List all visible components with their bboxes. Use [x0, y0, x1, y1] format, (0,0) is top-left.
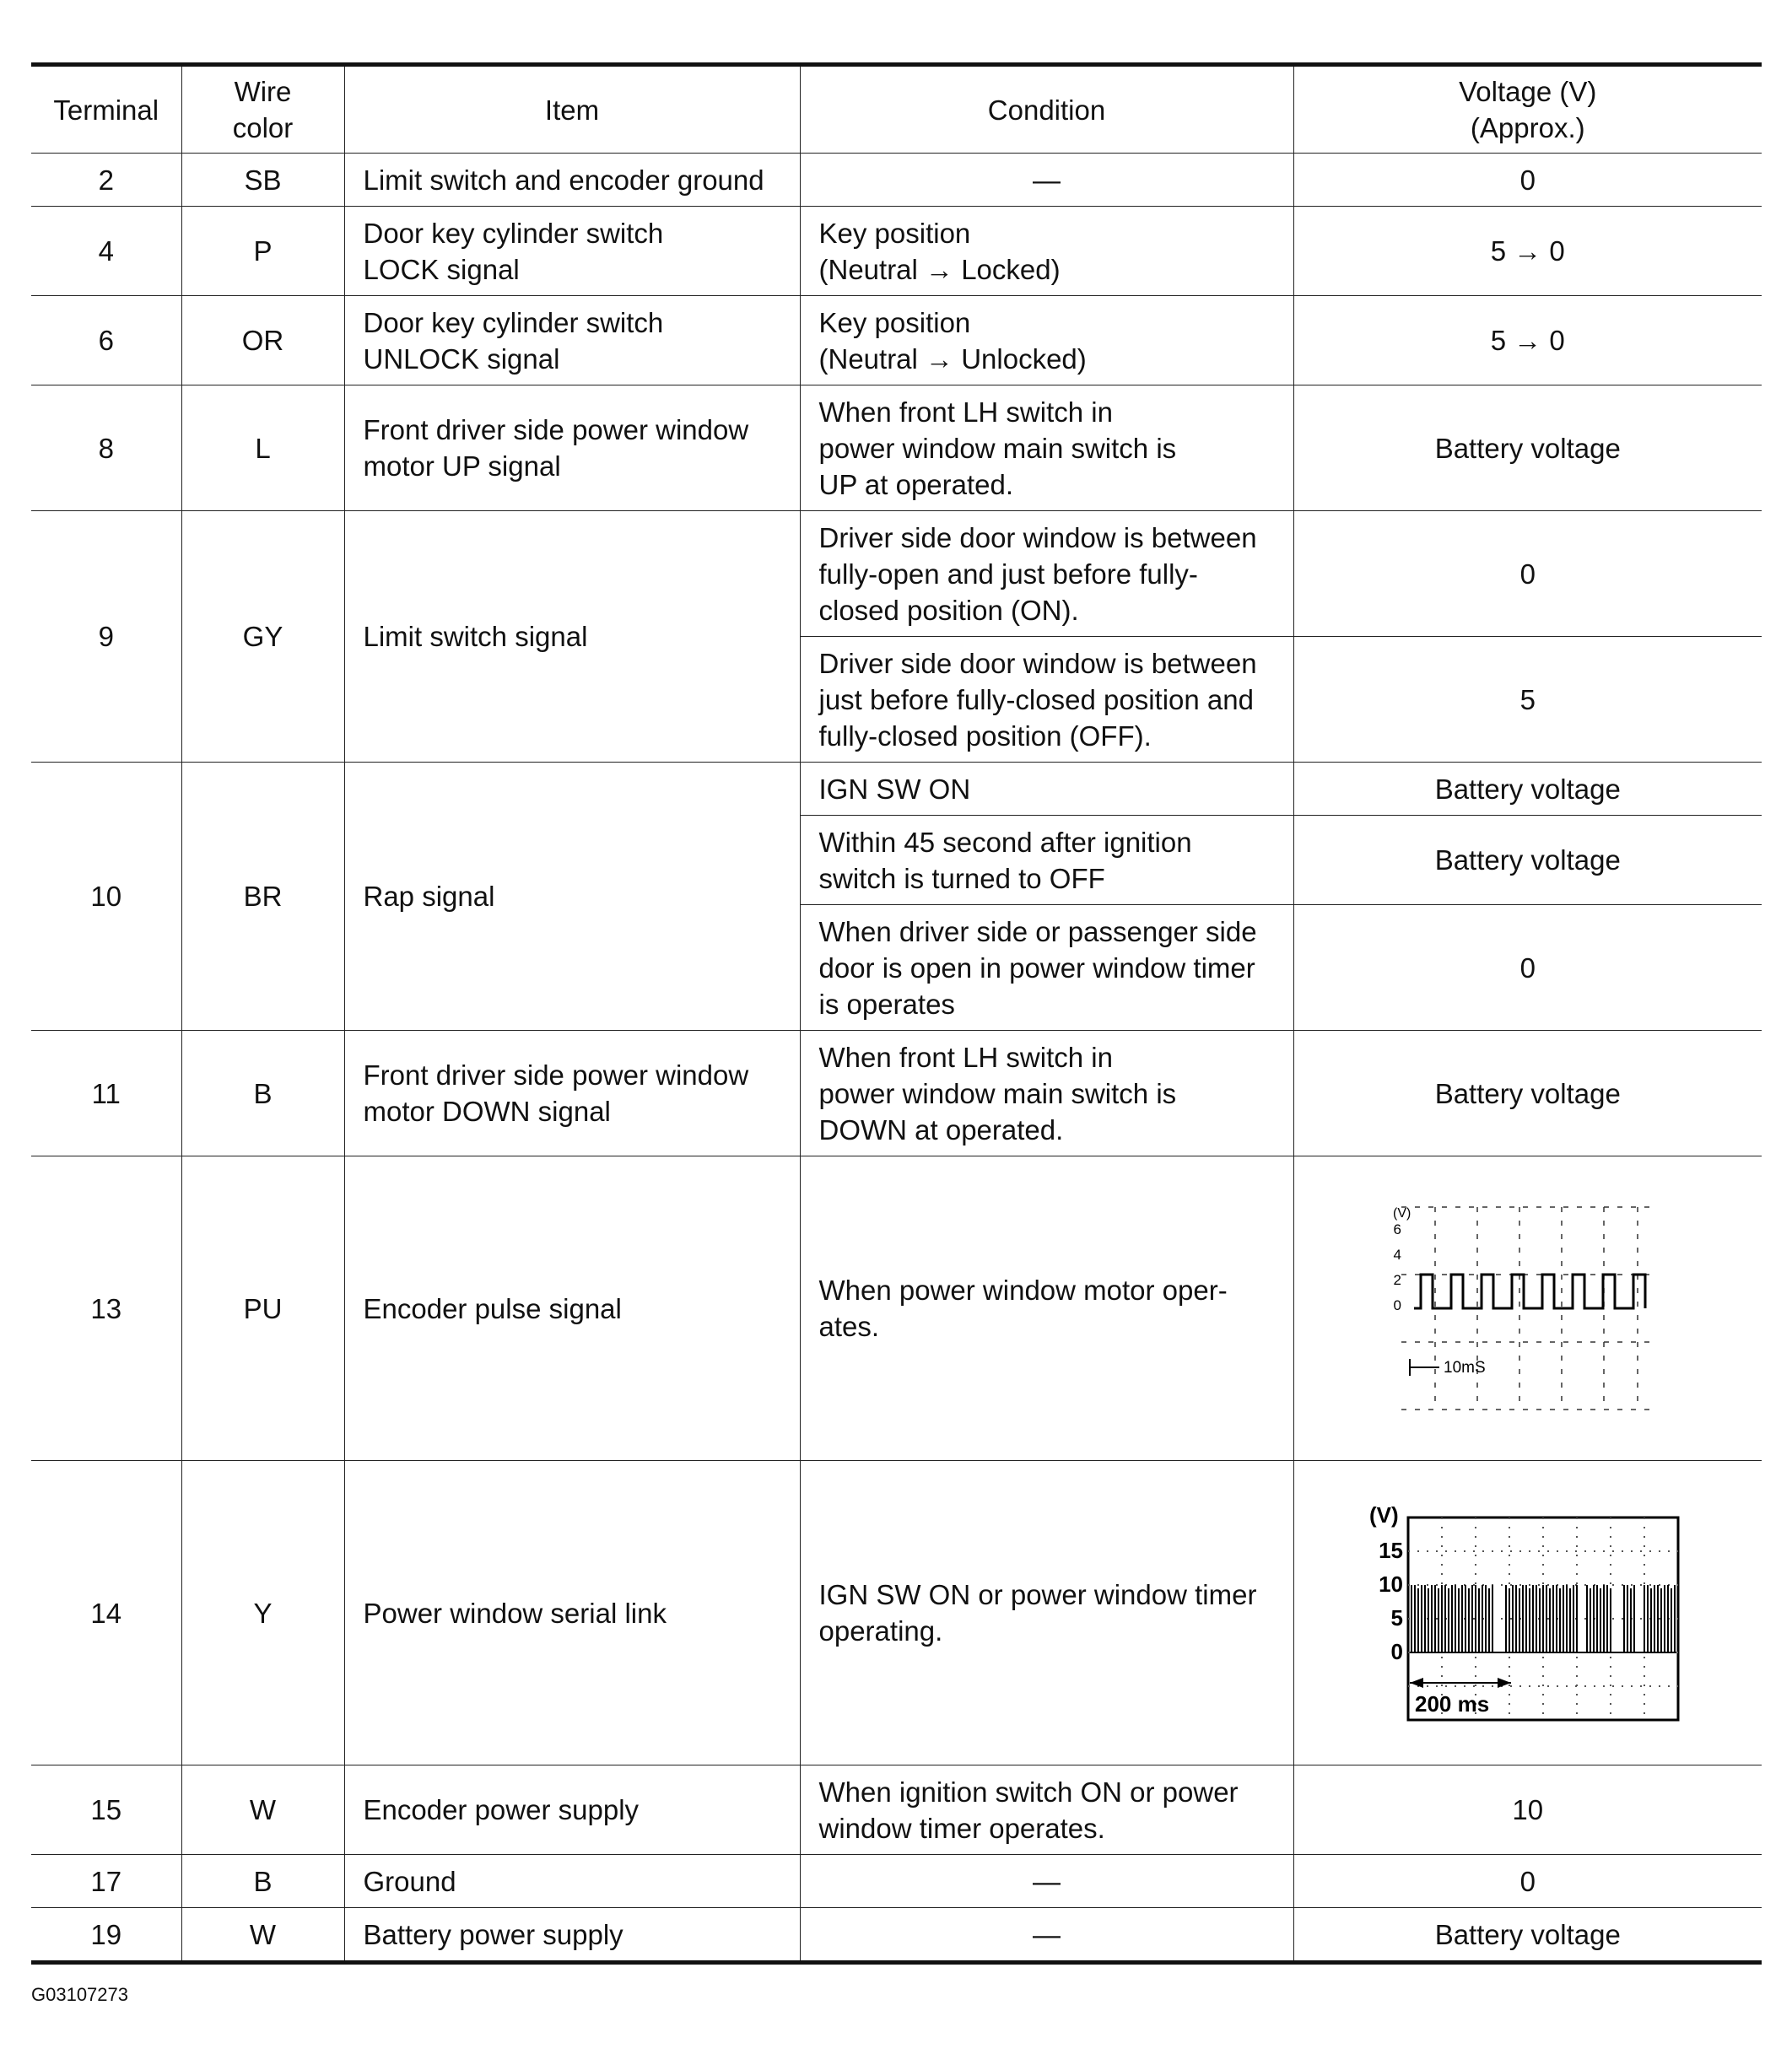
item-cell: Door key cylinder switch UNLOCK signal	[344, 296, 800, 385]
terminal-cell: 10	[31, 763, 181, 1031]
waveform-y-tick: 15	[1378, 1538, 1403, 1563]
wire-color-cell: B	[181, 1031, 344, 1156]
terminal-cell: 2	[31, 154, 181, 207]
waveform-y-tick: 10	[1378, 1571, 1403, 1597]
header-terminal: Terminal	[31, 65, 181, 154]
item-cell: Rap signal	[344, 763, 800, 1031]
header-condition: Condition	[800, 65, 1293, 154]
wire-color-cell: W	[181, 1908, 344, 1963]
voltage-cell: Battery voltage	[1293, 816, 1762, 905]
waveform-y-tick: 4	[1393, 1247, 1401, 1263]
table-row	[31, 154, 1762, 207]
condition-cell: Key position (Neutral → Locked)	[800, 207, 1293, 296]
condition-cell: IGN SW ON or power window timer operating.	[800, 1461, 1293, 1765]
voltage-cell: Battery voltage	[1293, 1031, 1762, 1156]
condition-cell: —	[800, 154, 1293, 207]
terminal-cell: 4	[31, 207, 181, 296]
table-row	[31, 296, 1762, 385]
terminal-cell: 9	[31, 511, 181, 763]
wire-color-cell: L	[181, 385, 344, 511]
waveform-y-tick: 6	[1393, 1221, 1401, 1237]
item-cell: Ground	[344, 1855, 800, 1908]
table-header-row	[31, 65, 1762, 154]
header-wire-color: Wire color	[181, 65, 344, 154]
wire-color-cell: SB	[181, 154, 344, 207]
table-row	[31, 1855, 1762, 1908]
waveform-y-unit: (V)	[1368, 1502, 1399, 1528]
item-cell: Battery power supply	[344, 1908, 800, 1963]
terminal-cell: 19	[31, 1908, 181, 1963]
terminal-table-sheet	[31, 62, 1762, 1965]
wire-color-cell: BR	[181, 763, 344, 1031]
time-scale-arrow	[1498, 1678, 1511, 1688]
voltage-cell: Battery voltage	[1293, 763, 1762, 816]
condition-cell: Within 45 second after ignition switch is turned to OFF	[800, 816, 1293, 905]
waveform-trace	[1414, 1275, 1645, 1308]
terminal-cell: 14	[31, 1461, 181, 1765]
condition-cell: Key position (Neutral → Unlocked)	[800, 296, 1293, 385]
voltage-cell: 0	[1293, 154, 1762, 207]
terminal-cell: 17	[31, 1855, 181, 1908]
terminal-cell: 6	[31, 296, 181, 385]
wire-color-cell: GY	[181, 511, 344, 763]
terminal-cell: 8	[31, 385, 181, 511]
header-item: Item	[344, 65, 800, 154]
voltage-cell: 10	[1293, 1765, 1762, 1855]
voltage-cell: 0	[1293, 905, 1762, 1031]
voltage-cell: 5	[1293, 637, 1762, 763]
table-row	[31, 1031, 1762, 1156]
waveform-time-label: 10mS	[1443, 1359, 1486, 1377]
condition-cell: Driver side door window is between just before fully-closed position and fully-closed position (OFF).	[800, 637, 1293, 763]
condition-cell: —	[800, 1908, 1293, 1963]
table-row	[31, 1908, 1762, 1963]
item-cell: Power window serial link	[344, 1461, 800, 1765]
wire-color-cell: PU	[181, 1156, 344, 1461]
condition-cell: —	[800, 1855, 1293, 1908]
waveform-y-tick: 2	[1393, 1272, 1401, 1288]
item-cell: Limit switch and encoder ground	[344, 154, 800, 207]
waveform-y-tick: 0	[1390, 1639, 1403, 1664]
wire-color-cell: OR	[181, 296, 344, 385]
table-row	[31, 1156, 1762, 1461]
waveform-y-tick: 0	[1393, 1297, 1401, 1313]
wire-color-cell: W	[181, 1765, 344, 1855]
wire-color-cell: P	[181, 207, 344, 296]
voltage-cell: 0	[1293, 1855, 1762, 1908]
encoder-pulse-waveform	[1384, 1199, 1671, 1418]
terminal-cell: 15	[31, 1765, 181, 1855]
waveform-time-label: 200 ms	[1414, 1691, 1489, 1717]
document-id: G03107273	[31, 1984, 128, 2005]
header-voltage: Voltage (V) (Approx.)	[1293, 65, 1762, 154]
serial-link-waveform	[1368, 1499, 1688, 1727]
condition-cell: When power window motor oper- ates.	[800, 1156, 1293, 1461]
wire-color-cell: Y	[181, 1461, 344, 1765]
wire-color-cell: B	[181, 1855, 344, 1908]
table-row	[31, 511, 1762, 637]
item-cell: Front driver side power window motor UP signal	[344, 385, 800, 511]
table-row	[31, 385, 1762, 511]
voltage-waveform-cell	[1293, 1461, 1762, 1765]
table-row	[31, 1461, 1762, 1765]
table-row	[31, 763, 1762, 816]
terminal-cell: 13	[31, 1156, 181, 1461]
waveform-y-unit: (V)	[1392, 1206, 1411, 1221]
waveform-trace	[1410, 1585, 1676, 1652]
item-cell: Encoder pulse signal	[344, 1156, 800, 1461]
item-cell: Encoder power supply	[344, 1765, 800, 1855]
item-cell: Front driver side power window motor DOWN signal	[344, 1031, 800, 1156]
condition-cell: When front LH switch in power window main switch is DOWN at operated.	[800, 1031, 1293, 1156]
voltage-cell: 5 → 0	[1293, 296, 1762, 385]
condition-cell: When ignition switch ON or power window timer operates.	[800, 1765, 1293, 1855]
item-cell: Limit switch signal	[344, 511, 800, 763]
voltage-waveform-cell	[1293, 1156, 1762, 1461]
voltage-cell: Battery voltage	[1293, 385, 1762, 511]
terminal-table	[31, 62, 1762, 1965]
table-row	[31, 207, 1762, 296]
voltage-cell: 0	[1293, 511, 1762, 637]
condition-cell: When front LH switch in power window main switch is UP at operated.	[800, 385, 1293, 511]
terminal-cell: 11	[31, 1031, 181, 1156]
condition-cell: When driver side or passenger side door is open in power window timer is operates	[800, 905, 1293, 1031]
voltage-cell: 5 → 0	[1293, 207, 1762, 296]
condition-cell: IGN SW ON	[800, 763, 1293, 816]
item-cell: Door key cylinder switch LOCK signal	[344, 207, 800, 296]
waveform-y-tick: 5	[1390, 1605, 1403, 1631]
condition-cell: Driver side door window is between fully-open and just before fully- closed position (ON).	[800, 511, 1293, 637]
voltage-cell: Battery voltage	[1293, 1908, 1762, 1963]
time-scale-arrow	[1410, 1678, 1423, 1688]
table-row	[31, 1765, 1762, 1855]
